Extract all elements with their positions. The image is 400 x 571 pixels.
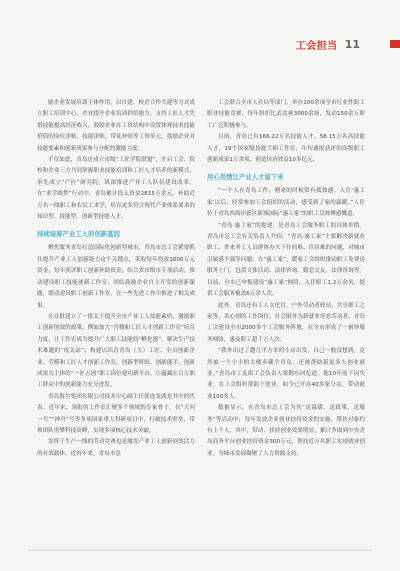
footer-rule — [28, 550, 372, 551]
paragraph: 目前，青岛已有166.22万名技能人才，58.15万名高技能人才，19个国家级技能大师工作室，年均通报获评的高级职工创新成果1万余项，创造经济效益10多亿元。 — [207, 134, 365, 164]
paragraph: 此外，青岛还有工人文化宫、户外劳动者驿站、共享职工之家等，省心到的工作岗位、社会服务为新就业形态劳动者、青岛工会建设全市2000多个工会服务阵地，在全市形成了一刻钟服务网络，惠及职工超千万人次。 — [207, 302, 365, 343]
paragraph: 工会联合全市人社局等部门，举办100余项全市行业性职工职业技能竞赛，每年组织比武竞赛3000余场，发动150余万职工广泛积极参与。 — [207, 100, 365, 129]
paragraph: “一个人在青岛工作，刚来的时候常有孤独感，入住‘惠工家’以后，经常参加工会组织的活动，感受到了家的温暖。”人住位于青岛西海岸新区新城国际“惠工家”的职工吴师傅感慨道。 — [207, 188, 365, 218]
accent-bar — [390, 40, 400, 48]
paragraph: 发挥千生产一线的劳动竞赛也是激发产业工人创新创效活力的有效载体。近再年来，青岛市总 — [37, 439, 195, 457]
paragraph: 在首批建立了一批关于提升全市产业工人技能素质，激励职工创新创效的政策，例如加大“营楼和工匠人才创新工作室”培育力度，让工作室成为提升广大职工技能的“孵化器”，解决生产技术难题的“攻关站”；构建以培育青岛（大）工匠、全员创新企业、劳模和工匠人才创新工作室、创新型班组、创新能手、创新成果为主体的“一匠五创”职工岗位建功新平台，让蕴藏在百万职工群众中的创新能力充分迸发。 — [37, 313, 195, 389]
paragraph: 励企业发展培训主体作用，以自建、校企合作共建等方式成立职工培训中心，企业提升企业培训供给能力，支持工匠人才凭借技能提高经济收入，鼓励企业在工资结构中设置体现技术技能价值的岗位津贴、技能津贴，带徒补贴等工资单元，鼓励企业对技能要素和创新成果参与分配的激励力度。 — [37, 100, 195, 152]
left-column — [37, 98, 195, 460]
paragraph: 青岛海尔集团有限公司技术中心副主任张连龙就是其中的代表。近年来，领衔的工作室汇聚多个领域的专家骨干，在“天问一号”“神舟”号等多项国家重大科研项目中，打破技术壁垒，带领团队勇攀科技高峰，实现多项核心技术突破。 — [37, 393, 195, 434]
section-tag: 工会担当 — [295, 40, 338, 52]
right-column — [207, 98, 365, 460]
paragraph: “青岛·惠工家”的提建，是青岛工会服务职工的具体举措。青岛市总工会有关负责人介绍，“青岛·惠工家”主要解决新就业职工、外来务工人员群体办天下住宿难、住房难的问题，对城市引属感不强等问题。在“惠工家”，暖家工会组织推动职工免费送服务上门，包括文体活动、法律咨询、婚恋交友、法律咨询等。目前，全市已申报建设“惠工家”网络，入住职工1.2万余名，提供工会服务覆盖6万余人次。 — [207, 222, 365, 298]
subheading-retention: 用心用情让产业人才留下来 — [207, 173, 284, 182]
running-header — [296, 36, 360, 52]
subheading-innovation: 持续培厚产业工人的创新基因 — [37, 230, 121, 239]
paragraph: 数据显示，在青岛市总工会为其“送温暖、送政策、送服务”等活动中，每年发放企业创业扶持资金的实施，帮扶对象约有上千人，其中，带动、扶持创业效果明显，累计争取到中央青岛商务平台创业扶持资金300万元，帮扶近万名职工实现就业创业，为城市发展凝聚了人力资源支持。 — [207, 405, 365, 457]
paragraph: 不仅如此，青岛还成立市级“工匠学院联盟”，开启工会、院校和企业三方共同掌握职业技能培训和工匠人才培养的新模式，率先成立“产匠”研究院，纵深推进产业工人队伍建设改革。在“求学圆梦”行动中，青岛累计投入资金2815万余元，补助近万名一线职工和农民工求学，培育更多符合现代产业体系要求的知识型、技能型、创新型技能人才。 — [37, 157, 195, 221]
page-number: 11 — [344, 37, 360, 51]
paragraph: 聚焦服务青岛打造国际化创新型城市，青岛市总工会紧要抓住提升产业工人创新能力这个关键点，采取每年投放1000万元资金，每年获评职工创新补助资金，结合省市级市专项活动，推动建设职工技能创新工作室，团结鼓励企业自主开发的创新课题，联动建设职工创新工作室，在一些先进工作中推进了相关成果。 — [37, 245, 195, 309]
paragraph: “我外出过了趟几平方米的小店出发，自己一般没想到，竟然被一个小小的大楼卖藏全青岛，还被帮助新更多人创业就业。”青岛市工友街工会负责人梁勤东回忆道。他10年前下岗失业，在工会组织帮助下创业，如今已开办40多家分店，带动就业100多人。 — [207, 348, 365, 400]
